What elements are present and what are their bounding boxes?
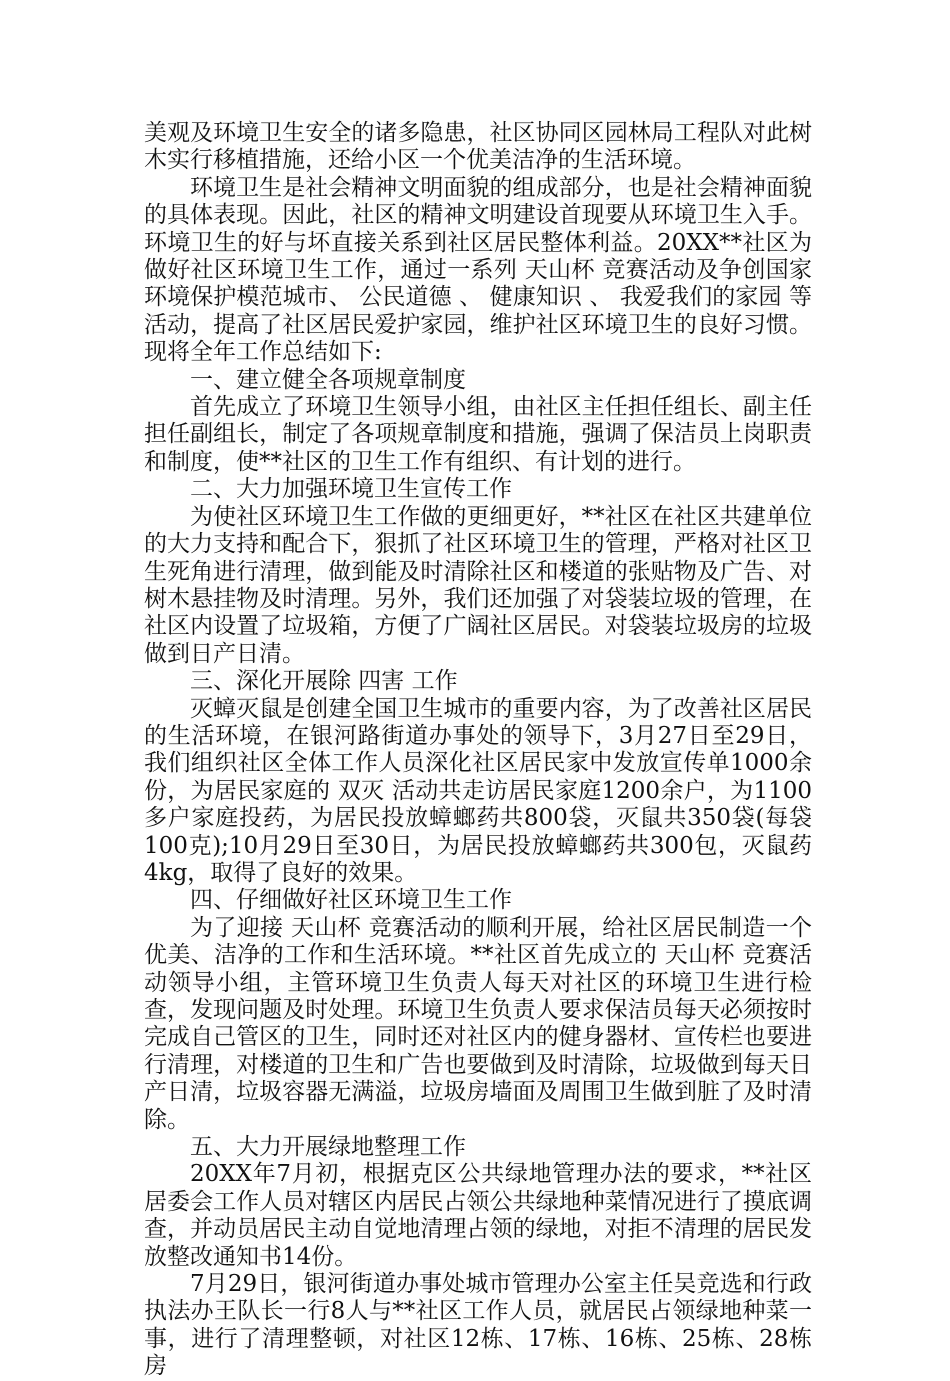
document-body: [144, 120, 812, 1381]
paragraph-continuation: 美观及环境卫生安全的诸多隐患，社区协同区园林局工程队对此树木实行移植措施，还给小区一个优美洁净的生活环境。: [144, 120, 812, 174]
paragraph-section-3: 灭蟑灭鼠是创建全国卫生城市的重要内容，为了改善社区居民的生活环境，在银河路街道办事处的领导下，3月27日至29日，我们组织社区全体工作人员深化社区居民家中发放宣传单1000余份，为居民家庭的 双灭 活动共走访居民家庭1200余户，为1100多户家庭投药，为居民投放蟑螂药共800袋，灭鼠共350袋(每袋100克);10月29日至30日，为居民投放蟑螂药共300包，灭鼠药4kg，取得了良好的效果。: [144, 695, 812, 886]
section-heading-5: 五、大力开展绿地整理工作: [190, 1134, 466, 1161]
paragraph-section-5b: 7月29日，银河街道办事处城市管理办公室主任吴竞选和行政执法办王队长一行8人与**社区工作人员，就居民占领绿地种菜一事，进行了清理整顿，对社区12栋、17栋、16栋、25栋、28栋房: [144, 1271, 812, 1380]
paragraph-intro: 环境卫生是社会精神文明面貌的组成部分，也是社会精神面貌的具体表现。因此，社区的精神文明建设首现要从环境卫生入手。环境卫生的好与坏直接关系到社区居民整体利益。20XX**社区为做好社区环境卫生工作，通过一系列 天山杯 竞赛活动及争创国家环境保护模范城市、 公民道德 、 健康知识 、 我爱我们的家园 等活动，提高了社区居民爱护家园，维护社区环境卫生的良好习惯。现将全年工作总结如下:: [144, 174, 812, 366]
section-heading-3: 三、深化开展除 四害 工作: [190, 668, 458, 695]
section-heading-4: 四、仔细做好社区环境卫生工作: [190, 887, 512, 914]
section-heading-2: 二、大力加强环境卫生宣传工作: [190, 476, 512, 503]
paragraph-section-5a: 20XX年7月初，根据克区公共绿地管理办法的要求，**社区居委会工作人员对辖区内居民占领公共绿地种菜情况进行了摸底调查，并动员居民主动自觉地清理占领的绿地，对拒不清理的居民发放整改通知书14份。: [144, 1161, 812, 1270]
paragraph-section-2: 为使社区环境卫生工作做的更细更好，**社区在社区共建单位的大力支持和配合下，狠抓了社区环境卫生的管理，严格对社区卫生死角进行清理，做到能及时清除社区和楼道的张贴物及广告、对树木悬挂物及时清理。另外，我们还加强了对袋装垃圾的管理，在社区内设置了垃圾箱，方便了广阔社区居民。对袋装垃圾房的垃圾做到日产日清。: [144, 503, 812, 667]
paragraph-section-1: 首先成立了环境卫生领导小组，由社区主任担任组长、副主任担任副组长，制定了各项规章制度和措施，强调了保洁员上岗职责和制度，使**社区的卫生工作有组织、有计划的进行。: [144, 394, 812, 475]
section-heading-1: 一、建立健全各项规章制度: [190, 366, 466, 393]
paragraph-section-4: 为了迎接 天山杯 竞赛活动的顺利开展，给社区居民制造一个优美、洁净的工作和生活环境。**社区首先成立的 天山杯 竞赛活动领导小组，主管环境卫生负责人每天对社区的环境卫生进行检查，发现问题及时处理。环境卫生负责人要求保洁员每天必须按时完成自己管区的卫生，同时还对社区内的健身器材、宣传栏也要进行清理，对楼道的卫生和广告也要做到及时清除，垃圾做到每天日产日清，垃圾容器无满溢，垃圾房墙面及周围卫生做到脏了及时清除。: [144, 914, 812, 1133]
